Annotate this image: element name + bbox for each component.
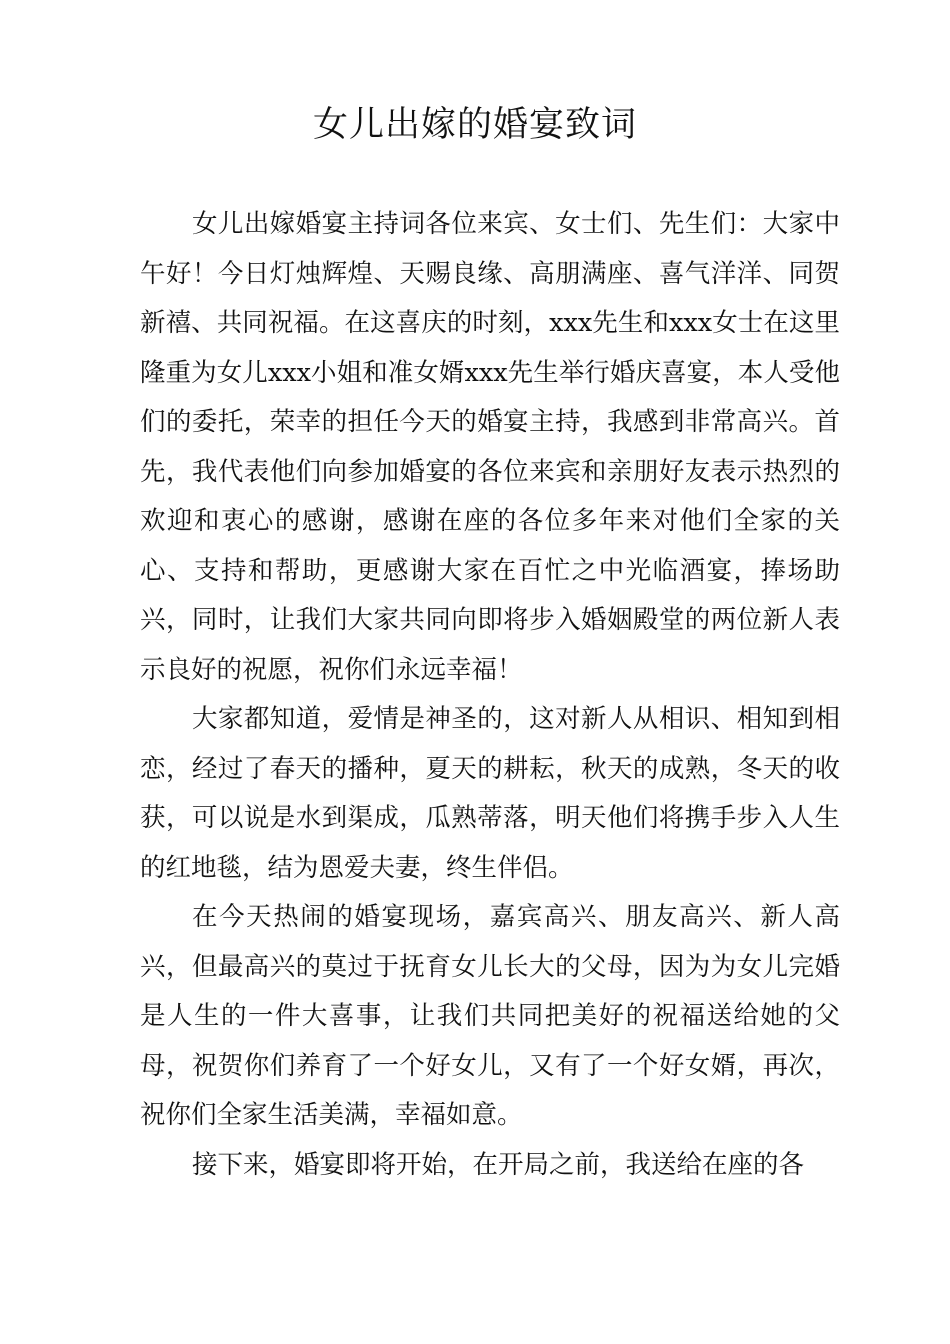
paragraph-3: 在今天热闹的婚宴现场，嘉宾高兴、朋友高兴、新人高兴，但最高兴的莫过于抚育女儿长大的父母，因为为女儿完婚是人生的一件大喜事，让我们共同把美好的祝福送给她的父母，祝贺你们养育了一个好女儿，又有了一个好女婿，再次，祝你们全家生活美满，幸福如意。 (140, 902, 840, 1130)
document-body (140, 200, 840, 1190)
paragraph-4: 接下来，婚宴即将开始，在开局之前，我送给在座的各 (192, 1149, 805, 1180)
document-title: 女儿出嫁的婚宴致词 (312, 105, 637, 145)
paragraph-1: 女儿出嫁婚宴主持词各位来宾、女士们、先生们：大家中午好！今日灯烛辉煌、天赐良缘、高朋满座、喜气洋洋、同贺新禧、共同祝福。在这喜庆的时刻，xxx先生和xxx女士在这里隆重为女儿xxx小姐和准女婿xxx先生举行婚庆喜宴，本人受他们的委托，荣幸的担任今天的婚宴主持，我感到非常高兴。首先，我代表他们向参加婚宴的各位来宾和亲朋好友表示热烈的欢迎和衷心的感谢，感谢在座的各位多年来对他们全家的关心、支持和帮助，更感谢大家在百忙之中光临酒宴，捧场助兴，同时，让我们大家共同向即将步入婚姻殿堂的两位新人表示良好的祝愿，祝你们永远幸福！ (140, 209, 840, 685)
paragraph-2: 大家都知道，爱情是神圣的，这对新人从相识、相知到相恋，经过了春天的播种，夏天的耕耘，秋天的成熟，冬天的收获，可以说是水到渠成，瓜熟蒂落，明天他们将携手步入人生的红地毯，结为恩爱夫妻，终生伴侣。 (140, 704, 840, 883)
